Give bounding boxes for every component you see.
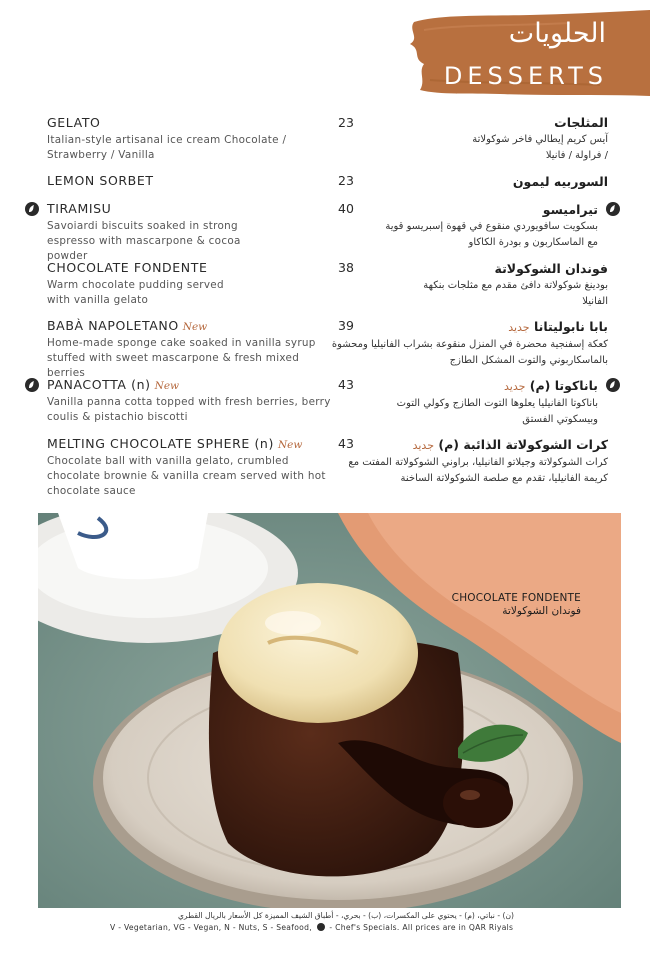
desserts-banner bbox=[400, 10, 650, 96]
section-title-arabic: الحلويات bbox=[508, 18, 606, 49]
chef-special-icon bbox=[606, 378, 620, 392]
item-arabic bbox=[328, 260, 608, 309]
chef-special-icon bbox=[606, 202, 620, 216]
item-name-arabic: المثلجات bbox=[554, 115, 608, 130]
item-arabic bbox=[328, 436, 608, 486]
footer-legend bbox=[110, 923, 513, 932]
item-description-arabic: بسكويت سافويوردي منقوع في قهوة إسبريسو قوية مع الماسكاربون و بودرة الكاكاو bbox=[385, 221, 598, 248]
item-name: MELTING CHOCOLATE SPHERE (n) New bbox=[47, 436, 303, 451]
new-badge-arabic: جديد bbox=[504, 380, 526, 393]
item-description: Home-made sponge cake soaked in vanilla syrup stuffed with sweet mascarpone & fresh mixed berries bbox=[47, 337, 316, 380]
item-name: CHOCOLATE FONDENTE bbox=[47, 260, 208, 275]
item-description: Chocolate ball with vanilla gelato, crumbled chocolate brownie & vanilla cream served with hot chocolate sauce bbox=[47, 455, 326, 498]
photo-caption bbox=[452, 592, 581, 617]
item-description: Warm chocolate pudding served with vanilla gelato bbox=[47, 279, 224, 307]
section-title: DESSERTS bbox=[443, 62, 608, 90]
item-description: Italian-style artisanal ice cream Chocolate / Strawberry / Vanilla bbox=[47, 134, 287, 162]
item-name-arabic: باناكوتا (م) جديد bbox=[504, 378, 598, 393]
item-name: LEMON SORBET bbox=[47, 173, 154, 188]
new-badge: New bbox=[182, 321, 208, 333]
item-arabic bbox=[328, 173, 608, 191]
item-description-arabic: كرات الشوكولاتة وجيلاتو الفانيليا، براوني الشوكولاتة المفتت مع كريمة الفانيليا، تقدم مع صلصة الشوكولاتة الساخنة bbox=[348, 457, 608, 484]
item-description: Savoiardi biscuits soaked in strong espresso with mascarpone & cocoa powder bbox=[47, 220, 241, 263]
item-price: 43 bbox=[338, 377, 354, 392]
item-name-arabic: بابا نابوليتانا جديد bbox=[508, 319, 608, 334]
item-name: PANACOTTA (n) New bbox=[47, 377, 180, 392]
item-name-arabic: فوندان الشوكولاتة bbox=[494, 261, 608, 276]
photo-caption-title-arabic: فوندان الشوكولاتة bbox=[502, 605, 581, 617]
item-arabic bbox=[338, 377, 598, 427]
new-badge-arabic: جديد bbox=[412, 439, 435, 452]
item-price: 40 bbox=[338, 201, 354, 216]
item-description: Vanilla panna cotta topped with fresh berries, berry coulis & pistachio biscotti bbox=[47, 396, 331, 424]
chocolate-fondente-illustration bbox=[38, 513, 621, 908]
item-name: GELATO bbox=[47, 115, 101, 130]
photo-caption-title: CHOCOLATE FONDENTE bbox=[451, 592, 581, 604]
item-description-arabic: باناكوتا الفانيليا يعلوها التوت الطازج وكولي التوت وبيسكوتي الفستق bbox=[396, 398, 598, 425]
footer-legend-arabic: (ن) - نباتي، (م) - يحتوي على المكسرات، (ب) - بحري، - أطباق الشيف المميزة كل الأسعار بالريال القطري bbox=[177, 911, 514, 920]
item-description-arabic: آيس كريم إيطالي فاخر شوكولاتة / فراولة / فانيلا bbox=[472, 134, 608, 161]
item-name-arabic: السوربيه ليمون bbox=[512, 174, 608, 189]
item-price: 43 bbox=[338, 436, 354, 451]
chef-special-icon bbox=[25, 378, 39, 392]
footer-legend-prefix: V - Vegetarian, VG - Vegan, N - Nuts, S - Seafood, bbox=[110, 923, 312, 932]
item-arabic bbox=[338, 201, 598, 250]
chef-special-icon bbox=[317, 923, 325, 931]
item-description-arabic: كعكة إسفنجية محضرة في المنزل منقوعة بشراب الفانيليا ومحشوة بالماسكاربوني والتوت المشكل الطازج bbox=[331, 339, 608, 366]
item-name: BABÀ NAPOLETANO New bbox=[47, 318, 208, 333]
new-badge-arabic: جديد bbox=[508, 321, 530, 334]
chef-special-icon bbox=[25, 202, 39, 216]
item-price: 23 bbox=[338, 173, 354, 188]
new-badge: New bbox=[277, 439, 303, 451]
footer-legend-suffix: - Chef's Specials. All prices are in QAR Riyals bbox=[329, 923, 514, 932]
item-arabic bbox=[328, 114, 608, 163]
item-description-arabic: بودينغ شوكولاتة دافئ مقدم مع مثلجات بنكهة الفانيلا bbox=[423, 280, 608, 307]
item-price: 39 bbox=[338, 318, 354, 333]
dessert-photo bbox=[38, 513, 621, 908]
item-name: TIRAMISU bbox=[47, 201, 112, 216]
item-price: 23 bbox=[338, 115, 354, 130]
item-price: 38 bbox=[338, 260, 354, 275]
new-badge: New bbox=[154, 380, 180, 392]
item-name-arabic: كرات الشوكولاتة الذائبة (م) جديد bbox=[412, 437, 608, 452]
item-arabic bbox=[328, 318, 608, 368]
item-name-arabic: تيراميسو bbox=[542, 202, 598, 217]
